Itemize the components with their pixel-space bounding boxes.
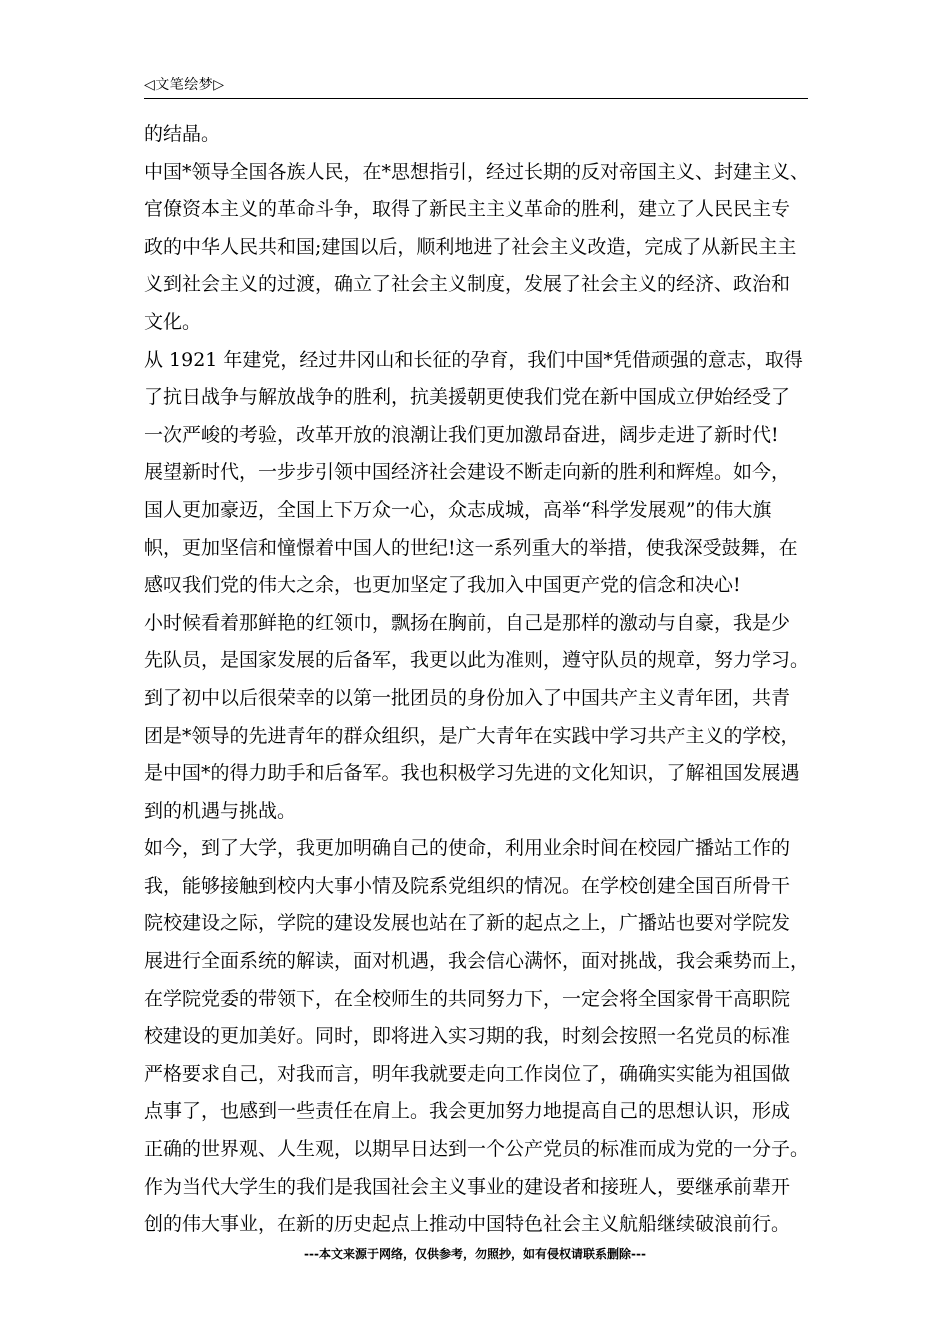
text-line: 创的伟大事业，在新的历史起点上推动中国特色社会主义航船继续破浪前行。 bbox=[144, 1213, 791, 1236]
text-line: 严格要求自己，对我而言，明年我就要走向工作岗位了，确确实实能为祖国做 bbox=[144, 1062, 791, 1085]
text-line: 文化。 bbox=[144, 310, 202, 333]
text-line: 到的机遇与挑战。 bbox=[144, 799, 297, 822]
text-line: 如今，到了大学，我更加明确自己的使命，利用业余时间在校园广播站工作的 bbox=[144, 837, 791, 860]
page-header bbox=[144, 74, 808, 99]
text-line: 义到社会主义的过渡，确立了社会主义制度，发展了社会主义的经济、政治和 bbox=[144, 273, 791, 296]
text-line: 院校建设之际，学院的建设发展也站在了新的起点之上，广播站也要对学院发 bbox=[144, 912, 791, 935]
text-line: 团是*领导的先进青年的群众组织，是广大青年在实践中学习共产主义的学校， bbox=[144, 724, 800, 747]
text-line: 展望新时代，一步步引领中国经济社会建设不断走向新的胜利和辉煌。如今， bbox=[144, 461, 791, 484]
text-line: 在学院党委的带领下，在全校师生的共同努力下，一定会将全国家骨干高职院 bbox=[144, 987, 791, 1010]
text-line: 正确的世界观、人生观，以期早日达到一个公产党员的标准而成为党的一分子。 bbox=[144, 1138, 810, 1161]
text-line: 先队员，是国家发展的后备军，我更以此为准则，遵守队员的规章，努力学习。 bbox=[144, 649, 810, 672]
text-line: 展进行全面系统的解读，面对机遇，我会信心满怀，面对挑战，我会乘势而上， bbox=[144, 950, 810, 973]
text-line: 是中国*的得力助手和后备军。我也积极学习先进的文化知识，了解祖国发展遇 bbox=[144, 762, 800, 785]
text-line: 中国*领导全国各族人民，在*思想指引，经过长期的反对帝国主义、封建主义、 bbox=[144, 160, 810, 183]
text-line: 到了初中以后很荣幸的以第一批团员的身份加入了中国共产主义青年团，共青 bbox=[144, 686, 791, 709]
text-line: 一次严峻的考验，改革开放的浪潮让我们更加激昂奋进，阔步走进了新时代! bbox=[144, 423, 779, 446]
header-title: ◁文笔绘梦▷ bbox=[144, 77, 225, 93]
body-text bbox=[144, 116, 820, 1244]
text-line: 的结晶。 bbox=[144, 123, 221, 145]
text-line: 国人更加豪迈，全国上下万众一心，众志成城，高举“科学发展观”的伟大旗 bbox=[144, 498, 772, 521]
text-line: 我，能够接触到校内大事小情及院系党组织的情况。在学校创建全国百所骨干 bbox=[144, 874, 791, 897]
text-line: 从 1921 年建党，经过井冈山和长征的孕育，我们中国*凭借顽强的意志，取得 bbox=[144, 348, 803, 371]
text-line: 帜，更加坚信和憧憬着中国人的世纪!这一系列重大的举措，使我深受鼓舞，在 bbox=[144, 536, 798, 559]
text-line: 作为当代大学生的我们是我国社会主义事业的建设者和接班人，要继承前辈开 bbox=[144, 1175, 791, 1198]
text-line: 了抗日战争与解放战争的胜利，抗美援朝更使我们党在新中国成立伊始经受了 bbox=[144, 386, 791, 409]
footer-disclaimer: ---本文来源于网络，仅供参考，勿照抄，如有侵权请联系删除--- bbox=[304, 1247, 646, 1261]
text-line: 感叹我们党的伟大之余，也更加坚定了我加入中国更产党的信念和决心! bbox=[144, 574, 741, 597]
text-line: 小时候看着那鲜艳的红领巾，飘扬在胸前，自己是那样的激动与自豪，我是少 bbox=[144, 611, 791, 634]
text-line: 点事了，也感到一些责任在肩上。我会更加努力地提高自己的思想认识，形成 bbox=[144, 1100, 791, 1123]
text-line: 校建设的更加美好。同时，即将进入实习期的我，时刻会按照一名党员的标准 bbox=[144, 1025, 791, 1048]
text-line: 政的中华人民共和国;建国以后，顺利地进了社会主义改造，完成了从新民主主 bbox=[144, 235, 797, 258]
text-line: 官僚资本主义的革命斗争，取得了新民主主义革命的胜利，建立了人民民主专 bbox=[144, 198, 791, 221]
